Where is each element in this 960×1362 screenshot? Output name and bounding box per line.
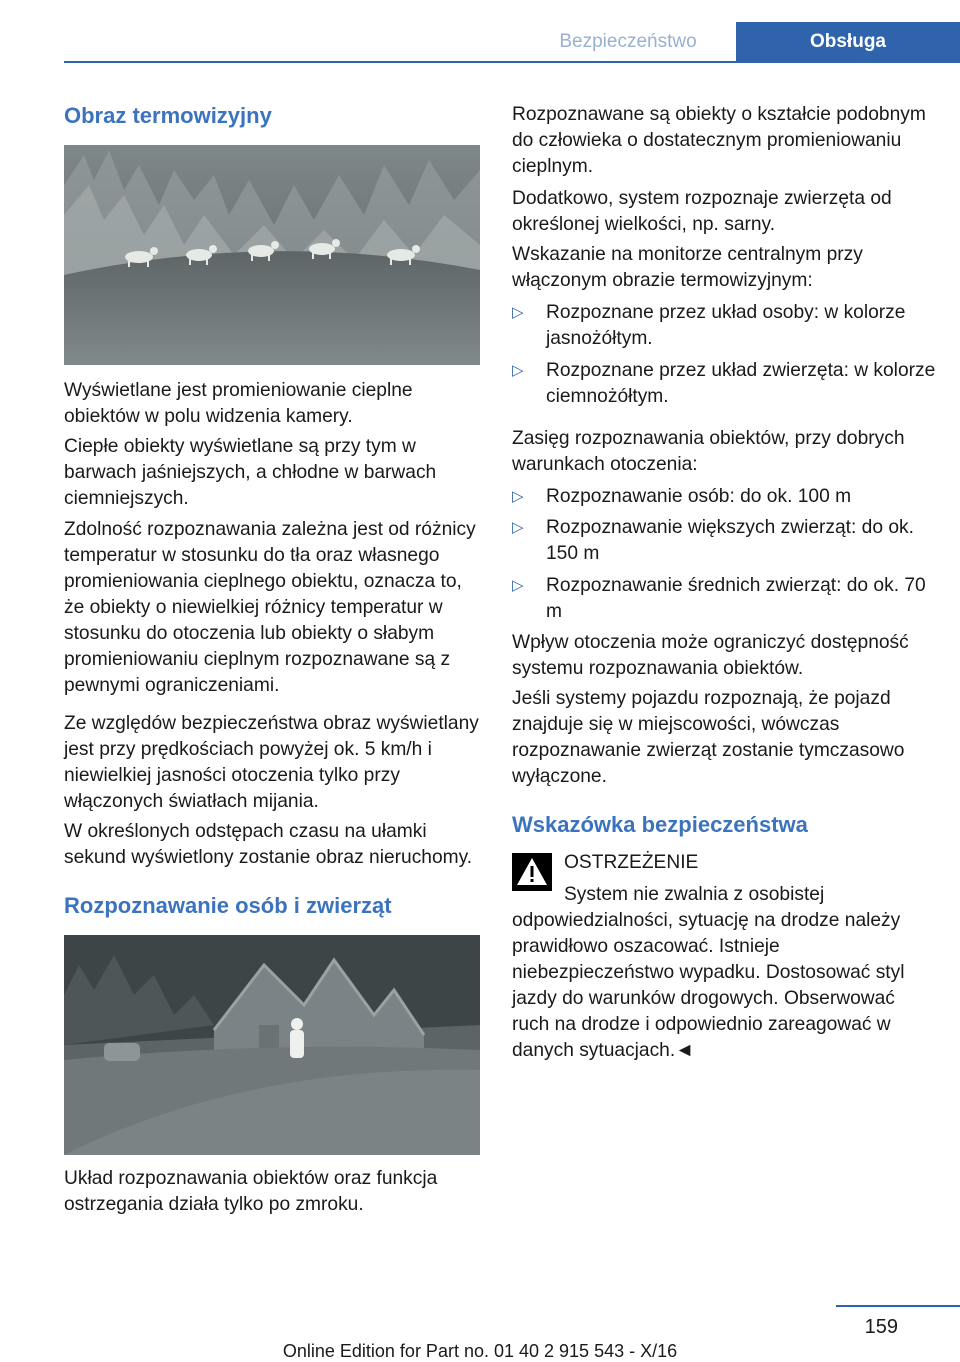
page-header xyxy=(0,0,960,62)
paragraph-right-2: Dodatkowo, system rozpoznaje zwierzęta od określonej wielkości, np. sarny. xyxy=(512,188,892,235)
footer-rule xyxy=(836,1305,960,1307)
paragraph-right-1: Rozpoznawane są obiekty o kształcie podobnym do człowieka o dostatecznym promieniowaniu cieplnym. xyxy=(512,104,926,177)
bullet-triangle-icon: ▷ xyxy=(512,577,524,594)
page-number: 159 xyxy=(864,1316,898,1338)
warning-title: OSTRZEŻENIE xyxy=(564,852,699,873)
paragraph-left-6: Układ rozpoznawania obiektów oraz funkcja ostrzegania działa tylko po zmroku. xyxy=(64,1168,438,1215)
bullet-text: Rozpoznawanie osób: do ok. 100 m xyxy=(546,486,852,507)
paragraph-left-2: Ciepłe obiekty wyświetlane są przy tym w barwach jaśniejszych, a chłodne w barwach ciemniejszych. xyxy=(64,436,437,509)
paragraph-right-6: Jeśli systemy pojazdu rozpoznają, że pojazd znajduje się w miejscowości, wówczas rozpoznawanie zwierząt zostanie tymczasowo wyłączone. xyxy=(512,688,905,787)
heading-person-animal-detection: Rozpoznawanie osób i zwierząt xyxy=(64,893,392,918)
bullet-triangle-icon: ▷ xyxy=(512,488,524,505)
heading-safety-note: Wskazówka bezpieczeństwa xyxy=(512,812,808,837)
bullet-text: Rozpoznane przez układ osoby: w kolorze jasnożółtym. xyxy=(546,302,906,349)
paragraph-left-4: Ze względów bezpieczeństwa obraz wyświetlany jest przy prędkościach powyżej ok. 5 km/h i niewielkiej jasności otoczenia tylko przy włączonych światłach mijania. xyxy=(64,713,479,812)
paragraph-left-3: Zdolność rozpoznawania zależna jest od różnicy temperatur w stosunku do tła oraz własnego promieniowania cieplnego obiektu, oznacza to, że obiekty o niewielkiej różnicy temperatur w stosunku do otoczenia lub obiekty o słabym promieniowaniu cieplnym rozpoznawane są z pewnymi ograniczeniami. xyxy=(64,519,476,696)
paragraph-left-5: W określonych odstępach czasu na ułamki sekund wyświetlony zostanie obraz nieruchomy. xyxy=(64,821,473,868)
bullet-text: Rozpoznawanie większych zwierząt: do ok. 150 m xyxy=(546,517,914,564)
header-tab-active[interactable]: Obsługa xyxy=(736,22,960,62)
thermal-image-animals xyxy=(64,145,480,365)
warning-text: System nie zwalnia z osobistej odpowiedzialności, sytuację na drodze należy prawidłowo oszacować. Istnieje niebezpieczeństwo wypadku. Dostosować styl jazdy do warunków drogowych. Obserwować ruch na drodze i odpowiednio zareagować w danych sytuacjach.◄ xyxy=(512,884,905,1061)
bullet-triangle-icon: ▷ xyxy=(512,304,524,321)
footer-edition: Online Edition for Part no. 01 40 2 915 543 - X/16 xyxy=(282,1341,678,1361)
heading-thermal-image: Obraz termowizyjny xyxy=(64,103,272,128)
header-rule xyxy=(64,61,960,63)
bullet-text: Rozpoznane przez układ zwierzęta: w kolorze ciemnożółtym. xyxy=(546,360,936,407)
header-section-label[interactable]: Bezpieczeństwo xyxy=(559,31,697,52)
bullet-text: Rozpoznawanie średnich zwierząt: do ok. 70 m xyxy=(546,575,926,622)
thermal-image-person xyxy=(64,935,480,1155)
paragraph-right-3: Wskazanie na monitorze centralnym przy włączonym obrazie termowizyjnym: xyxy=(512,244,863,291)
paragraph-right-4: Zasięg rozpoznawania obiektów, przy dobrych warunkach otoczenia: xyxy=(512,428,905,475)
paragraph-left-1: Wyświetlane jest promieniowanie cieplne obiektów w polu widzenia kamery. xyxy=(64,380,413,427)
paragraph-right-5: Wpływ otoczenia może ograniczyć dostępność systemu rozpoznawania obiektów. xyxy=(512,632,909,679)
bullet-triangle-icon: ▷ xyxy=(512,362,524,379)
bullet-triangle-icon: ▷ xyxy=(512,519,524,536)
